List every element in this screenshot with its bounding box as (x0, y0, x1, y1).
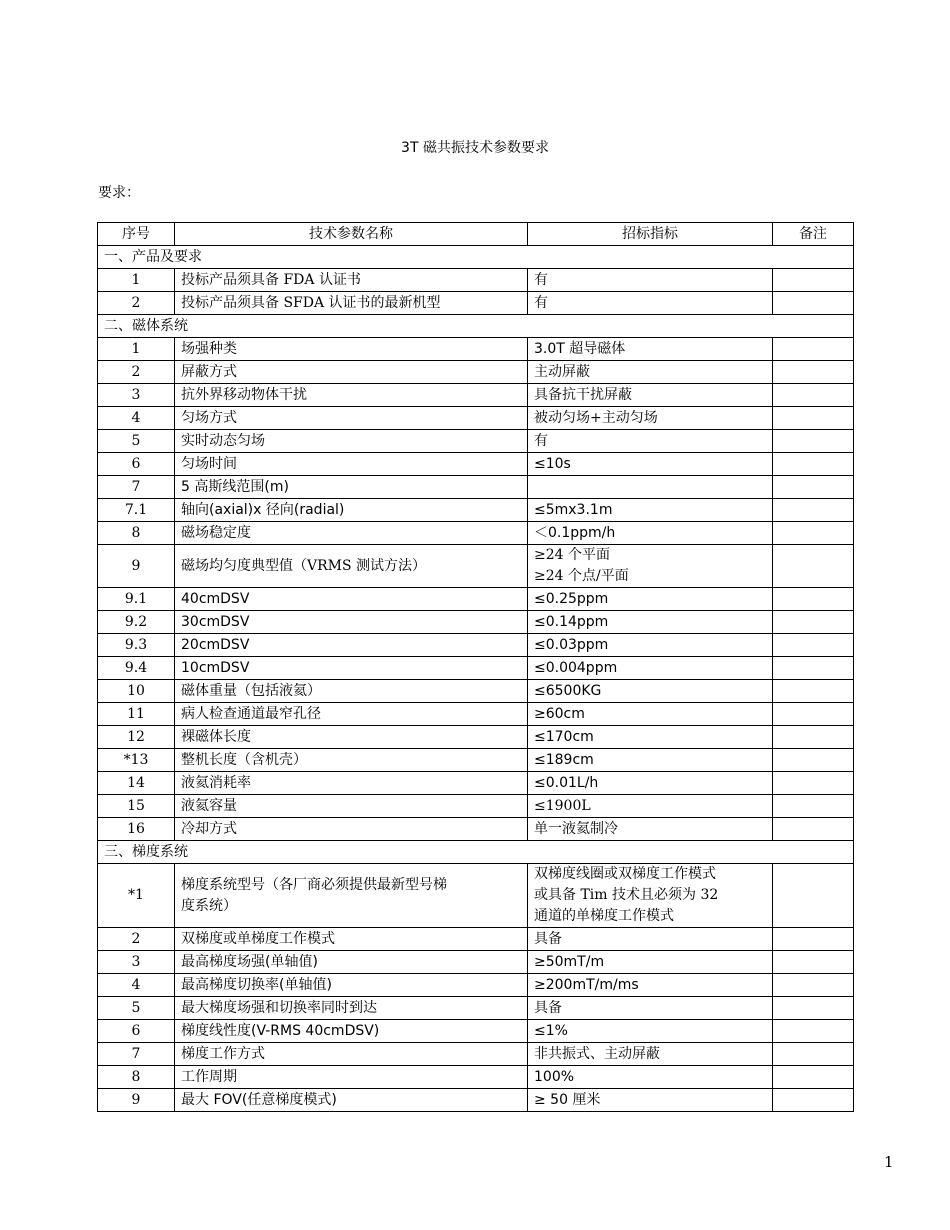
table-row (98, 430, 854, 453)
param-value: ≤170cm (528, 726, 773, 749)
table-row (98, 997, 854, 1020)
param-note (773, 611, 854, 634)
param-value: 被动匀场+主动匀场 (528, 407, 773, 430)
row-number: 5 (98, 997, 175, 1020)
param-name: 双梯度或单梯度工作模式 (175, 928, 528, 951)
header-name: 技术参数名称 (175, 223, 528, 246)
row-number: 11 (98, 703, 175, 726)
document-title: 3T 磁共振技术参数要求 (401, 140, 549, 156)
param-note (773, 1020, 854, 1043)
param-note (773, 292, 854, 315)
param-value: ≥ 50 厘米 (528, 1089, 773, 1112)
param-note (773, 795, 854, 818)
param-name: 最大 FOV(任意梯度模式) (175, 1089, 528, 1112)
row-number: *1 (98, 864, 175, 928)
param-value: 有 (528, 430, 773, 453)
table-row (98, 269, 854, 292)
param-value: ≤10s (528, 453, 773, 476)
row-number: 3 (98, 951, 175, 974)
table-row (98, 703, 854, 726)
section-label: 一、产品及要求 (98, 246, 854, 269)
row-number: 9 (98, 1089, 175, 1112)
param-value: 有 (528, 269, 773, 292)
param-name: 液氦容量 (175, 795, 528, 818)
param-note (773, 703, 854, 726)
param-value (528, 476, 773, 499)
page-number: 1 (884, 1153, 894, 1171)
param-name: 磁场均匀度典型值（VRMS 测试方法） (175, 545, 528, 588)
row-number: 10 (98, 680, 175, 703)
table-row (98, 588, 854, 611)
table-row (98, 361, 854, 384)
param-note (773, 407, 854, 430)
row-number: 8 (98, 522, 175, 545)
param-note (773, 269, 854, 292)
param-name: 磁场稳定度 (175, 522, 528, 545)
param-note (773, 1089, 854, 1112)
param-name: 匀场时间 (175, 453, 528, 476)
table-row (98, 749, 854, 772)
section-label: 二、磁体系统 (98, 315, 854, 338)
param-note (773, 545, 854, 588)
param-note (773, 749, 854, 772)
table-row (98, 974, 854, 997)
param-name: 轴向(axial)x 径向(radial) (175, 499, 528, 522)
section-label: 三、梯度系统 (98, 841, 854, 864)
param-note (773, 499, 854, 522)
param-value: 主动屏蔽 (528, 361, 773, 384)
param-name: 20cmDSV (175, 634, 528, 657)
row-number: 6 (98, 1020, 175, 1043)
table-row (98, 522, 854, 545)
param-note (773, 928, 854, 951)
row-number: 1 (98, 269, 175, 292)
section-row (98, 841, 854, 864)
table-row (98, 476, 854, 499)
table-row (98, 407, 854, 430)
name-line: 度系统） (181, 897, 237, 914)
value-line: 双梯度线圈或双梯度工作模式 (534, 866, 716, 882)
param-value: ≤0.03ppm (528, 634, 773, 657)
section-row (98, 315, 854, 338)
param-value: 单一液氦制冷 (528, 818, 773, 841)
param-note (773, 997, 854, 1020)
param-value: 具备 (528, 928, 773, 951)
header-value: 招标指标 (528, 223, 773, 246)
table-row (98, 928, 854, 951)
param-value: ＜0.1ppm/h (528, 522, 773, 545)
param-note (773, 522, 854, 545)
param-name: 实时动态匀场 (175, 430, 528, 453)
param-name: 场强种类 (175, 338, 528, 361)
param-name: 抗外界移动物体干扰 (175, 384, 528, 407)
param-name: 投标产品须具备 FDA 认证书 (175, 269, 528, 292)
param-note (773, 476, 854, 499)
spec-table (97, 222, 854, 1112)
param-note (773, 951, 854, 974)
param-value: ≤0.004ppm (528, 657, 773, 680)
param-value: 非共振式、主动屏蔽 (528, 1043, 773, 1066)
param-name: 10cmDSV (175, 657, 528, 680)
table-row (98, 338, 854, 361)
param-note (773, 453, 854, 476)
param-name: 冷却方式 (175, 818, 528, 841)
row-number: 9 (98, 545, 175, 588)
row-number: 7 (98, 476, 175, 499)
param-name: 病人检查通道最窄孔径 (175, 703, 528, 726)
param-name: 梯度工作方式 (175, 1043, 528, 1066)
param-name: 梯度线性度(V-RMS 40cmDSV) (175, 1020, 528, 1043)
row-number: 8 (98, 1066, 175, 1089)
header-no: 序号 (98, 223, 175, 246)
table-row (98, 1020, 854, 1043)
row-number: 5 (98, 430, 175, 453)
row-number: 3 (98, 384, 175, 407)
row-number: 2 (98, 361, 175, 384)
param-note (773, 430, 854, 453)
table-row (98, 1066, 854, 1089)
table-row (98, 772, 854, 795)
param-name: 投标产品须具备 SFDA 认证书的最新机型 (175, 292, 528, 315)
table-row (98, 453, 854, 476)
table-row (98, 795, 854, 818)
param-value: 有 (528, 292, 773, 315)
row-number: 7.1 (98, 499, 175, 522)
param-value: ≥60cm (528, 703, 773, 726)
table-row (98, 384, 854, 407)
param-name: 40cmDSV (175, 588, 528, 611)
param-note (773, 818, 854, 841)
param-name: 最高梯度场强(单轴值) (175, 951, 528, 974)
param-note (773, 338, 854, 361)
value-line: ≥24 个平面 (534, 547, 610, 563)
param-name: 裸磁体长度 (175, 726, 528, 749)
param-value: ≤0.14ppm (528, 611, 773, 634)
param-note (773, 384, 854, 407)
param-value: ≥200mT/m/ms (528, 974, 773, 997)
param-note (773, 680, 854, 703)
param-value: ≥50mT/m (528, 951, 773, 974)
table-row (98, 951, 854, 974)
param-value: ≤0.25ppm (528, 588, 773, 611)
param-value: ≤6500KG (528, 680, 773, 703)
table-row (98, 657, 854, 680)
param-name: 整机长度（含机壳） (175, 749, 528, 772)
table-row (98, 1089, 854, 1112)
table-row (98, 726, 854, 749)
table-row (98, 499, 854, 522)
param-note (773, 657, 854, 680)
param-name: 磁体重量（包括液氦） (175, 680, 528, 703)
param-note (773, 588, 854, 611)
param-note (773, 361, 854, 384)
param-name: 最大梯度场强和切换率同时到达 (175, 997, 528, 1020)
param-note (773, 1066, 854, 1089)
table-row (98, 1043, 854, 1066)
row-number: 2 (98, 928, 175, 951)
param-name (175, 864, 528, 928)
param-value: ≤1% (528, 1020, 773, 1043)
row-number: 9.3 (98, 634, 175, 657)
table-row (98, 634, 854, 657)
intro-label: 要求： (98, 185, 140, 201)
param-name: 工作周期 (175, 1066, 528, 1089)
table-row (98, 864, 854, 928)
param-value: ≤189cm (528, 749, 773, 772)
table-header-row (98, 223, 854, 246)
row-number: 14 (98, 772, 175, 795)
row-number: 1 (98, 338, 175, 361)
name-line: 梯度系统型号（各厂商必须提供最新型号梯 (181, 876, 447, 893)
param-note (773, 864, 854, 928)
row-number: 16 (98, 818, 175, 841)
param-note (773, 1043, 854, 1066)
table-row (98, 292, 854, 315)
param-value: 3.0T 超导磁体 (528, 338, 773, 361)
param-value: 100% (528, 1066, 773, 1089)
row-number: 4 (98, 974, 175, 997)
table-row (98, 680, 854, 703)
param-name: 30cmDSV (175, 611, 528, 634)
param-note (773, 772, 854, 795)
param-name: 屏蔽方式 (175, 361, 528, 384)
row-number: 9.1 (98, 588, 175, 611)
row-number: 7 (98, 1043, 175, 1066)
param-value (528, 545, 773, 588)
value-line: 通道的单梯度工作模式 (534, 908, 674, 924)
param-value (528, 864, 773, 928)
value-line: ≥24 个点/平面 (534, 568, 629, 584)
row-number: 12 (98, 726, 175, 749)
param-value: ≤5mx3.1m (528, 499, 773, 522)
table-row (98, 818, 854, 841)
table-body (98, 246, 854, 1112)
param-name: 匀场方式 (175, 407, 528, 430)
header-note: 备注 (773, 223, 854, 246)
param-value: 具备抗干扰屏蔽 (528, 384, 773, 407)
param-name: 最高梯度切换率(单轴值) (175, 974, 528, 997)
param-note (773, 634, 854, 657)
param-note (773, 974, 854, 997)
param-note (773, 726, 854, 749)
row-number: 9.2 (98, 611, 175, 634)
row-number: *13 (98, 749, 175, 772)
param-name: 5 高斯线范围(m) (175, 476, 528, 499)
section-row (98, 246, 854, 269)
param-value: 具备 (528, 997, 773, 1020)
param-value: ≤1900L (528, 795, 773, 818)
row-number: 9.4 (98, 657, 175, 680)
table-row (98, 611, 854, 634)
param-name: 液氦消耗率 (175, 772, 528, 795)
param-value: ≤0.01L/h (528, 772, 773, 795)
table-row (98, 545, 854, 588)
row-number: 15 (98, 795, 175, 818)
row-number: 4 (98, 407, 175, 430)
row-number: 2 (98, 292, 175, 315)
value-line: 或具备 Tim 技术且必须为 32 (534, 887, 719, 903)
row-number: 6 (98, 453, 175, 476)
